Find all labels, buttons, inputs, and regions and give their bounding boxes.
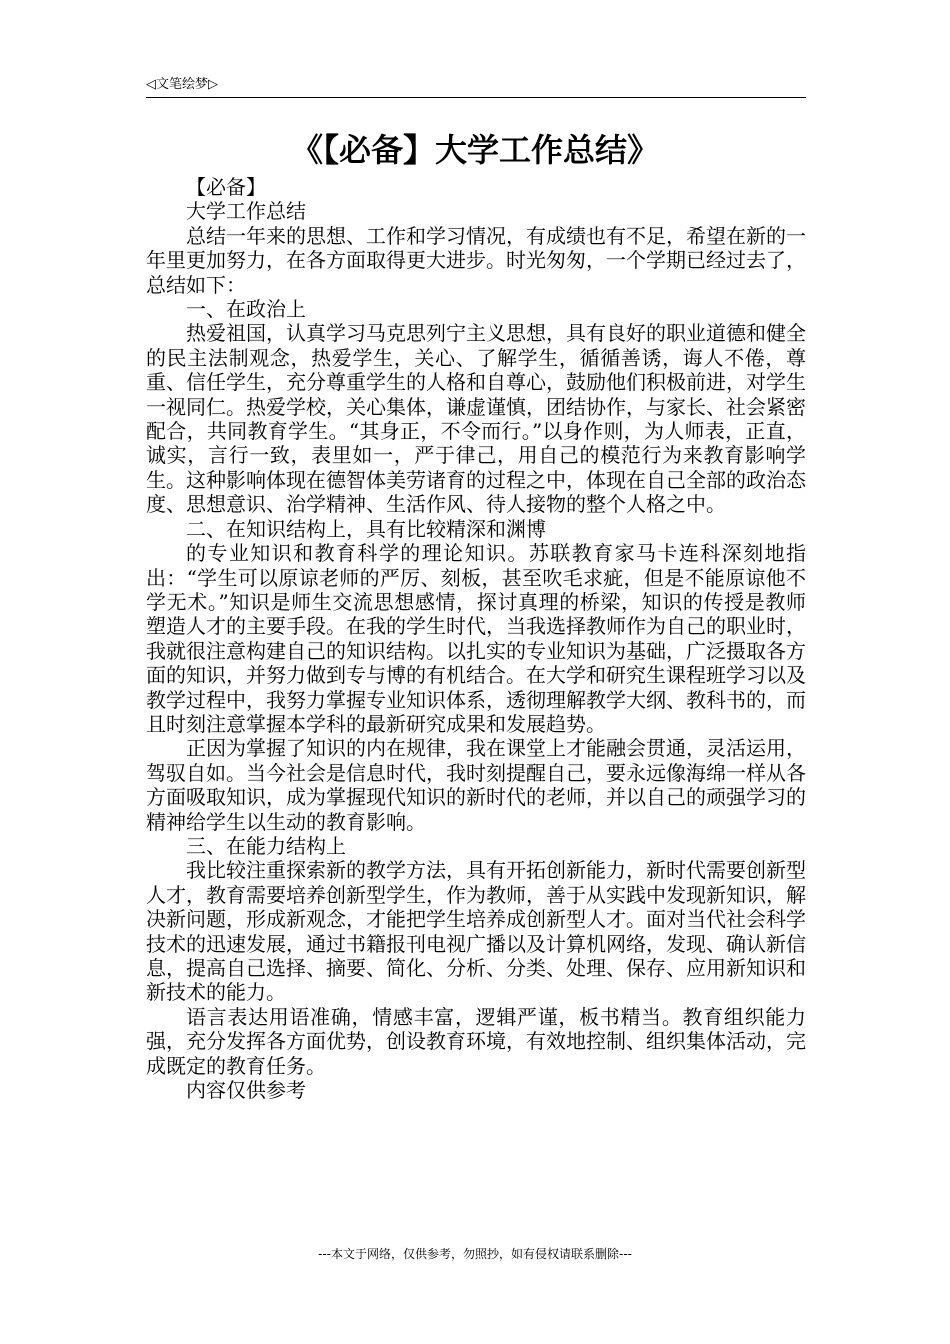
section-heading: 三、在能力结构上: [186, 833, 346, 858]
paragraph: 语言表达用语准确，情感丰富，逻辑严谨，板书精当。教育组织能力强，充分发挥各方面优势，创设教育环境，有效地控制、组织集体活动，完成既定的教育任务。: [146, 1004, 806, 1078]
header-divider: [146, 97, 806, 98]
paragraph: 我比较注重探索新的教学方法，具有开拓创新能力，新时代需要创新型人才，教育需要培养创新型学生，作为教师，善于从实践中发现新知识，解决新问题，形成新观念，才能把学生培养成创新型人才。面对当代社会科学技术的迅速发展，通过书籍报刊电视广播以及计算机网络，发现、确认新信息，提高自己选择、摘要、简化、分析、分类、处理、保存、应用新知识和新技术的能力。: [146, 858, 806, 1005]
paragraph: 大学工作总结: [186, 199, 306, 224]
page-footer: ---本文于网络，仅供参考，勿照抄，如有侵权请联系删除---: [318, 1247, 632, 1261]
paragraph: 正因为掌握了知识的内在规律，我在课堂上才能融会贯通，灵活运用，驾驭自如。当今社会是信息时代，我时刻提醒自己，要永远像海绵一样从各方面吸取知识，成为掌握现代知识的新时代的老师，并以自己的顽强学习的精神给学生以生动的教育影响。: [146, 736, 806, 834]
paragraph: 热爱祖国，认真学习马克思列宁主义思想，具有良好的职业道德和健全的民主法制观念，热爱学生，关心、了解学生，循循善诱，诲人不倦，尊重、信任学生，充分尊重学生的人格和自尊心，鼓励他们积极前进，对学生一视同仁。热爱学校，关心集体，谦虚谨慎，团结协作，与家长、社会紧密配合，共同教育学生。“其身正，不令而行。”以身作则，为人师表，正直，诚实，言行一致，表里如一，严于律己，用自己的模范行为来教育影响学生。这种影响体现在德智体美劳诸育的过程之中，体现在自己全部的政治态度、思想意识、治学精神、生活作风、待人接物的整个人格之中。: [146, 321, 806, 517]
closing-note: 内容仅供参考: [186, 1078, 306, 1103]
document-title: 《【必备】大学工作总结》: [290, 131, 659, 169]
section-heading: 二、在知识结构上，具有比较精深和渊博: [186, 516, 546, 541]
paragraph: 的专业知识和教育科学的理论知识。苏联教育家马卡连科深刻地指出：“学生可以原谅老师的严厉、刻板，甚至吹毛求疵，但是不能原谅他不学无术。”知识是师生交流思想感情，探讨真理的桥梁，知识的传授是教师塑造人才的主要手段。在我的学生时代，当我选择教师作为自己的职业时，我就很注意构建自己的知识结构。以扎实的专业知识为基础，广泛摄取各方面的知识，并努力做到专与博的有机结合。在大学和研究生课程班学习以及教学过程中，我努力掌握专业知识体系，透彻理解教学大纲、教科书的，而且时刻注意掌握本学科的最新研究成果和发展趋势。: [146, 541, 806, 736]
paragraph: 总结一年来的思想、工作和学习情况，有成绩也有不足，希望在新的一年里更加努力，在各方面取得更大进步。时光匆匆，一个学期已经过去了，总结如下：: [146, 223, 806, 297]
page-header: ◁文笔绘梦▷: [146, 77, 218, 92]
paragraph: 【必备】: [186, 175, 266, 199]
document-body: [146, 175, 806, 1102]
section-heading: 一、在政治上: [186, 297, 306, 322]
